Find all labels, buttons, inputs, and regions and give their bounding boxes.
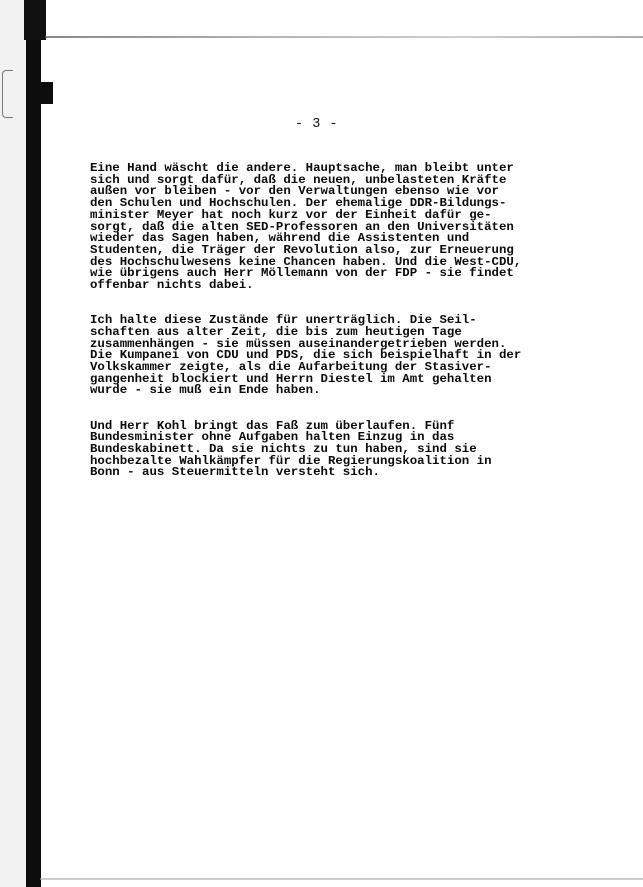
text-line: offenbar nichts dabei. <box>90 278 254 293</box>
text-line: zusammenhängen - sie müssen auseinandergetrieben werden. <box>90 336 507 351</box>
text-line: außen vor bleiben - vor den Verwaltungen ebenso wie vor <box>90 184 499 199</box>
text-line: Bonn - aus Steuermitteln versteht sich. <box>90 465 380 480</box>
text-line: Ich halte diese Zustände für unerträglich. Die Seil- <box>90 313 477 328</box>
text-line: den Schulen und Hochschulen. Der ehemalige DDR-Bildungs- <box>90 196 507 211</box>
page-number: - 3 - <box>295 117 339 132</box>
text-line: hochbezalte Wahlkämpfer für die Regierungskoalition in <box>90 453 492 468</box>
text-line: des Hochschulwesens keine Chancen haben. Und die West-CDU, <box>90 254 522 269</box>
text-line: Volkskammer zeigte, als die Aufarbeitung der Stasiver- <box>90 360 492 375</box>
text-line: gangenheit blockiert und Herrn Diestel im Amt gehalten <box>90 371 492 386</box>
text-line: wurde - sie muß ein Ende haben. <box>90 383 321 398</box>
paragraph-1 <box>90 163 620 292</box>
text-line: sich und sorgt dafür, daß die neuen, unbelasteten Kräfte <box>90 172 507 187</box>
text-line: wieder das Sagen haben, während die Assistenten und <box>90 231 470 246</box>
text-line: Bundesminister ohne Aufgaben halten Einzug in das <box>90 430 455 445</box>
scan-margin <box>0 0 26 887</box>
paragraph-2 <box>90 315 620 397</box>
scan-edge-top <box>45 36 643 38</box>
scan-shadow-left <box>26 40 41 887</box>
text-line: Bundeskabinett. Da sie nichts zu tun haben, sind sie <box>90 442 477 457</box>
paragraph-3 <box>90 418 620 480</box>
text-line: sorgt, daß die alten SED-Professoren an den Universitäten <box>90 219 514 234</box>
text-line: Studenten, die Träger der Revolution also, zur Erneuerung <box>90 242 514 257</box>
scan-shadow-top <box>24 0 46 40</box>
text-line: schaften aus alter Zeit, die bis zum heutigen Tage <box>90 324 462 339</box>
text-line: Eine Hand wäscht die andere. Hauptsache, man bleibt unter <box>90 161 514 175</box>
text-line: Die Kumpanei von CDU und PDS, die sich beispielhaft in der <box>90 348 522 363</box>
scan-shadow-notch <box>37 82 53 104</box>
text-line: minister Meyer hat noch kurz vor der Einheit dafür ge- <box>90 207 492 222</box>
scan-edge-bottom <box>40 878 643 880</box>
binder-clip-mark <box>2 70 13 118</box>
text-line: Und Herr Kohl bringt das Faß zum überlaufen. Fünf <box>90 418 455 433</box>
body-text <box>90 163 620 503</box>
text-line: wie übrigens auch Herr Möllemann von der FDP - sie findet <box>90 266 514 281</box>
